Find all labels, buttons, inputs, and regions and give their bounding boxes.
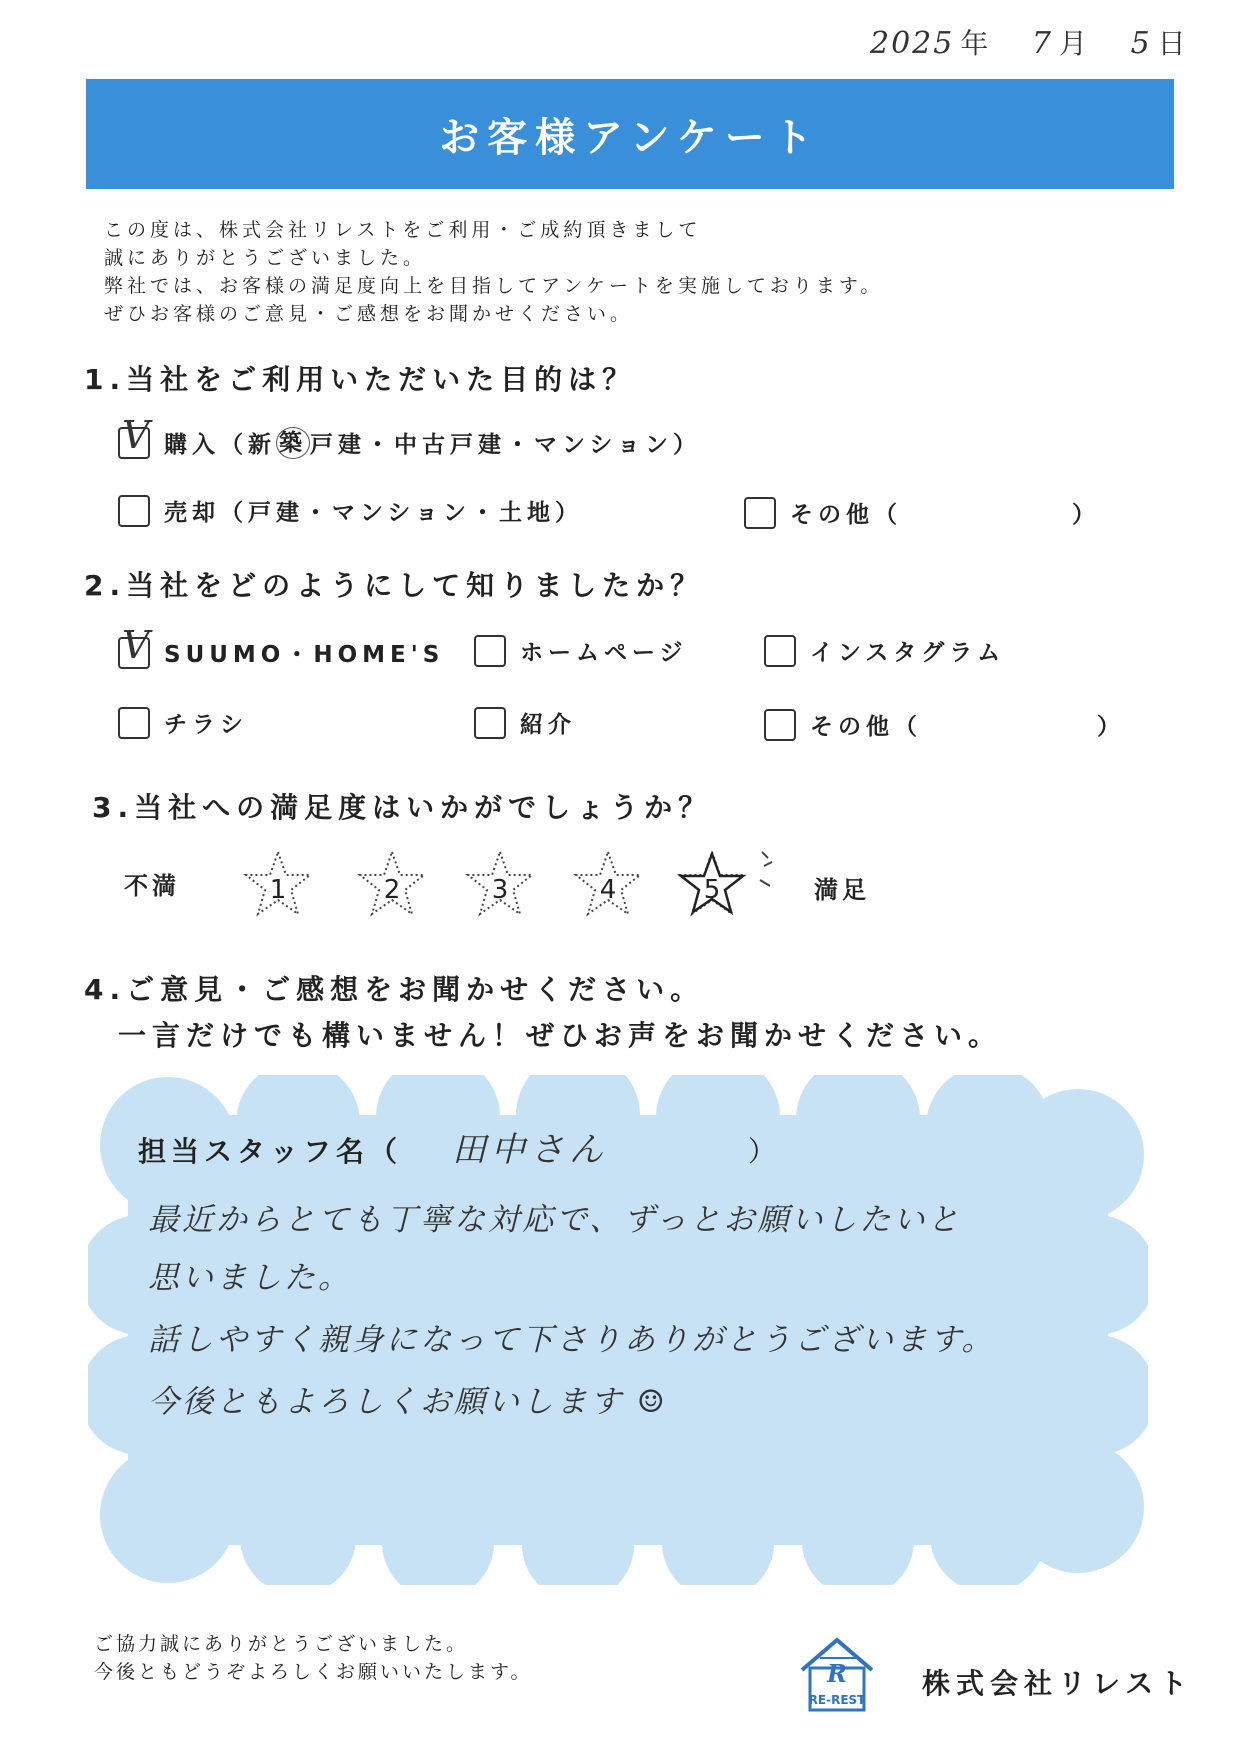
staff-label: 担当スタッフ名（ <box>138 1135 403 1168</box>
question-4-title: 4.ご意見・ご感想をお聞かせください。 <box>84 973 705 1006</box>
star-icon <box>464 848 536 920</box>
checkbox-sale[interactable] <box>118 495 150 527</box>
checkbox-referral[interactable] <box>474 707 506 739</box>
rating-low-label: 不満 <box>124 872 180 900</box>
star-number: 4 <box>599 875 617 905</box>
staff-name-field[interactable] <box>138 1122 781 1171</box>
q2-option-flyer[interactable] <box>118 706 248 739</box>
option-label: 購入（新 <box>164 432 276 458</box>
circled-option-new-build: 築 <box>276 427 310 459</box>
option-paren-close: ） <box>1097 714 1125 740</box>
option-label: ホームページ <box>520 640 688 666</box>
date-year-unit: 年 <box>960 27 991 60</box>
q2-option-other[interactable] <box>764 708 1125 741</box>
question-1-title: 1.当社をご利用いただいた目的は？ <box>84 363 637 396</box>
question-2-title: 2.当社をどのようにして知りましたか？ <box>84 569 705 602</box>
option-label: 紹介 <box>520 712 576 738</box>
star-number: 2 <box>383 875 401 905</box>
rating-high-label: 満足 <box>814 876 870 904</box>
rating-star-5-selected[interactable] <box>676 848 748 924</box>
option-label: SUUMO・HOME'S <box>164 642 445 668</box>
checkbox-purchase[interactable] <box>118 412 155 459</box>
staff-name-handwritten: 田中さん <box>452 1130 609 1170</box>
date-month: 7 <box>1031 26 1054 61</box>
star-icon <box>676 848 748 920</box>
rating-star-4[interactable] <box>572 848 644 924</box>
option-label: その他（ <box>790 502 902 528</box>
staff-paren-close: ） <box>748 1135 782 1168</box>
intro-line: この度は、株式会社リレストをご利用・ご成約頂きまして <box>104 219 702 241</box>
checkbox-instagram[interactable] <box>764 635 796 667</box>
intro-line: 誠にありがとうございました。 <box>104 247 427 269</box>
emphasis-marks-icon <box>754 846 784 896</box>
check-mark-icon: V <box>122 622 155 667</box>
option-label: 戸建・中古戸建・マンション） <box>310 432 701 458</box>
footer-thanks <box>94 1630 532 1686</box>
q1-option-other[interactable] <box>744 496 1100 529</box>
date-month-unit: 月 <box>1059 27 1090 60</box>
question-4-subtitle: 一言だけでも構いません！ぜひお声をお聞かせください。 <box>118 1019 1003 1052</box>
q1-option-sale[interactable] <box>118 494 583 527</box>
page-title: お客様アンケート <box>439 114 821 161</box>
star-number: 1 <box>269 875 287 905</box>
date-day: 5 <box>1130 26 1152 61</box>
star-number: 5 <box>703 875 721 905</box>
date-day-unit: 日 <box>1157 27 1188 60</box>
q2-option-instagram[interactable] <box>764 634 1005 667</box>
q2-option-homepage[interactable] <box>474 634 688 667</box>
q2-option-suumo[interactable] <box>118 622 445 669</box>
check-mark-icon: V <box>122 412 155 457</box>
option-label: その他（ <box>810 714 922 740</box>
checkbox-other[interactable] <box>744 497 776 529</box>
option-label: インスタグラム <box>810 640 1006 666</box>
star-icon <box>572 848 644 920</box>
footer-line: ご協力誠にありがとうございました。 <box>94 1633 469 1655</box>
intro-line: 弊社では、お客様の満足度向上を目指してアンケートを実施しております。 <box>104 275 884 297</box>
comment-line: 話しやすく親身になって下さりありがとうございます。 <box>148 1322 996 1358</box>
question-3-title: 3.当社への満足度はいかがでしょうか？ <box>92 791 713 824</box>
option-label: 売却（戸建・マンション・土地） <box>164 500 583 526</box>
intro-text <box>104 216 883 328</box>
q2-option-referral[interactable] <box>474 706 576 739</box>
footer-line: 今後ともどうぞよろしくお願いいたします。 <box>94 1661 533 1683</box>
logo-text: RE-REST <box>808 1693 866 1707</box>
checkbox-suumo[interactable] <box>118 622 155 669</box>
checkbox-homepage[interactable] <box>474 635 506 667</box>
header-banner <box>86 79 1174 189</box>
option-label: チラシ <box>164 712 248 738</box>
option-paren-close: ） <box>1072 502 1100 528</box>
rating-star-3[interactable] <box>464 848 536 924</box>
comment-line: 思いました。 <box>148 1260 352 1296</box>
q1-option-purchase[interactable] <box>118 412 701 459</box>
survey-date <box>870 22 1188 62</box>
comment-line: 今後ともよろしくお願いします ☺ <box>148 1384 668 1420</box>
re-rest-logo <box>796 1632 878 1712</box>
svg-text:R: R <box>827 1659 847 1688</box>
comment-line: 最近からとても丁寧な対応で、ずっとお願いしたいと <box>148 1202 962 1238</box>
star-icon <box>242 848 314 920</box>
rating-star-1[interactable] <box>242 848 314 924</box>
intro-line: ぜひお客様のご意見・ご感想をお聞かせください。 <box>104 303 634 325</box>
rating-star-2[interactable] <box>356 848 428 924</box>
checkbox-other-2[interactable] <box>764 709 796 741</box>
company-name: 株式会社リレスト <box>922 1667 1194 1700</box>
star-icon <box>356 848 428 920</box>
date-year: 2025 <box>870 26 955 61</box>
star-number: 3 <box>491 875 509 905</box>
checkbox-flyer[interactable] <box>118 707 150 739</box>
